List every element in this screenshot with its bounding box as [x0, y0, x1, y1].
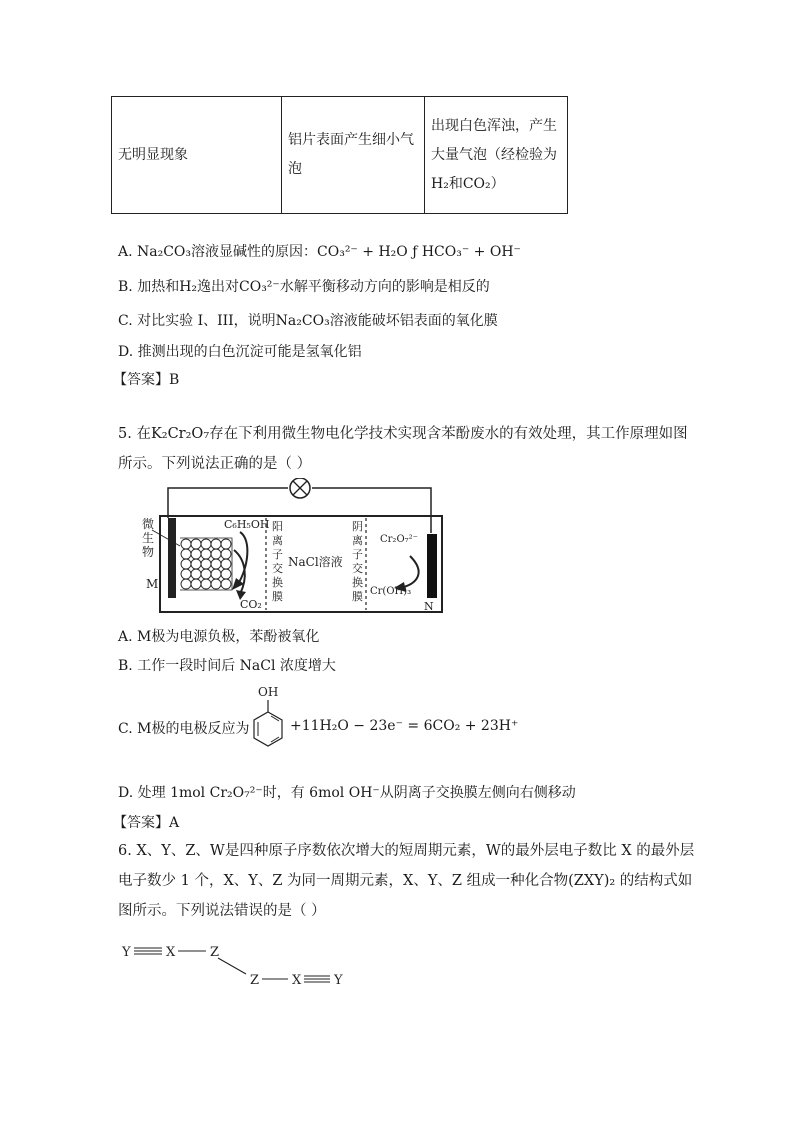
chromium-hydroxide-label: Cr(OH)₃	[370, 586, 412, 597]
membrane-left-char: 换	[272, 576, 283, 589]
membrane-left-char: 离	[272, 534, 283, 547]
microbe-label-3: 物	[142, 545, 155, 559]
electrochemical-cell-diagram	[128, 478, 448, 618]
q5-option-a: A. M极为电源负极，苯酚被氧化	[118, 629, 320, 645]
phenol-structure	[248, 684, 288, 756]
cell-text: 无明显现象	[118, 146, 188, 163]
phenol-oh-label: OH	[258, 685, 279, 699]
q4-answer: 【答案】B	[113, 372, 180, 388]
membrane-right-char: 交	[352, 562, 363, 575]
m-electrode	[168, 518, 232, 598]
q5-option-d: D. 处理 1mol Cr₂O₇²⁻时，有 6mol OH⁻从阴离子交换膜左侧向右侧移动	[118, 785, 576, 801]
q5-option-b: B. 工作一段时间后 NaCl 浓度增大	[118, 658, 336, 674]
membrane-left-char: 阳	[272, 520, 283, 533]
phenol-label: C₆H₅OH	[224, 518, 270, 531]
table-cell	[282, 97, 425, 214]
q5-option-c-equation: +11H₂O − 23e⁻ = 6CO₂ + 23H⁺	[290, 718, 519, 734]
dichromate-label: Cr₂O₇²⁻	[380, 534, 418, 545]
atom-x: X	[166, 945, 176, 960]
q6-stem-line1: 6. X、Y、Z、W是四种原子序数依次增大的短周期元素，W的最外层电子数比 X 的最外层	[118, 843, 695, 859]
q4-option-a: A. Na₂CO₃溶液显碱性的原因：CO₃²⁻ + H₂O ƒ HCO₃⁻ + OH⁻	[118, 244, 521, 260]
q4-option-c: C. 对比实验 I、III，说明Na₂CO₃溶液能破坏铝表面的氧化膜	[118, 313, 498, 329]
q6-stem-line2: 电子数少 1 个，X、Y、Z 为同一周期元素，X、Y、Z 组成一种化合物(ZXY)₂ 的结构式如	[118, 873, 693, 889]
microbe-label-1: 微	[142, 517, 155, 531]
q4-option-d: D. 推测出现的白色沉淀可能是氢氧化铝	[118, 344, 362, 360]
atom-z: Z	[250, 973, 260, 988]
atom-y: Y	[122, 945, 131, 960]
bulb-icon	[290, 478, 310, 498]
membrane-right-char: 子	[352, 548, 363, 561]
atom-x: X	[292, 973, 302, 988]
table-row	[112, 97, 568, 214]
cell-text: 泡	[288, 161, 302, 177]
q5-stem-line2: 所示。下列说法正确的是（ ）	[118, 456, 312, 472]
observation-table	[111, 96, 568, 214]
n-label: N	[424, 600, 434, 613]
m-label: M	[146, 577, 159, 591]
membrane-right-char: 膜	[352, 590, 363, 603]
q4-option-b: B. 加热和H₂逸出对CO₃²⁻水解平衡移动方向的影响是相反的	[118, 279, 490, 295]
membrane-left-char: 子	[272, 548, 283, 561]
membrane-left-char: 膜	[272, 590, 283, 603]
atom-z: Z	[210, 945, 220, 960]
q5-option-c-prefix: C. M极的电极反应为	[118, 721, 250, 737]
q5-stem-line1: 5. 在K₂Cr₂O₇存在下利用微生物电化学技术实现含苯酚废水的有效处理，其工作原理如图	[118, 426, 688, 442]
microbe-label-2: 生	[142, 531, 155, 545]
table-cell	[425, 97, 568, 214]
table-cell	[112, 97, 282, 214]
membrane-right-char: 离	[352, 534, 363, 547]
cell-text: 铝片表面产生细小气	[288, 132, 414, 148]
membrane-left-char: 交	[272, 562, 283, 575]
n-electrode	[427, 534, 437, 598]
cell-text: 大量气泡（经检验为	[431, 146, 557, 163]
q6-stem-line3: 图所示。下列说法错误的是（ ）	[118, 903, 326, 919]
cell-text: H₂和CO₂）	[431, 175, 505, 192]
q5-answer: 【答案】A	[113, 815, 180, 831]
cell-text: 出现白色浑浊，产生	[431, 117, 557, 134]
atom-y: Y	[334, 973, 343, 988]
nacl-label: NaCl溶液	[288, 555, 343, 569]
membrane-right-char: 换	[352, 576, 363, 589]
co2-label: CO₂	[240, 598, 262, 611]
zxy2-structure	[118, 936, 358, 994]
membrane-right-char: 阴	[352, 520, 363, 533]
